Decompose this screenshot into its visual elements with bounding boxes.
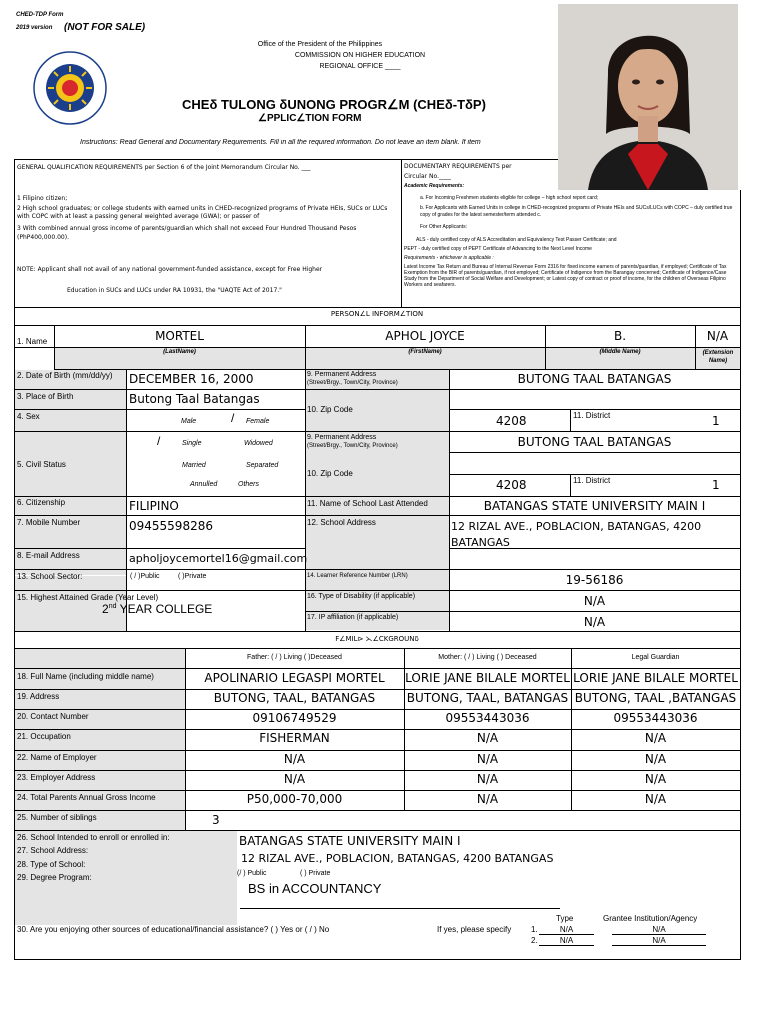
doc-req-a: a. For Incoming Freshmen students eligible for college – high school report card;: [420, 195, 599, 201]
father-field[interactable]: FISHERMAN: [259, 731, 330, 745]
district-field[interactable]: 1: [712, 414, 720, 428]
family-row-label: 18. Full Name (including middle name): [17, 672, 154, 681]
doc-req-req: Requirements - whichever is applicable :: [404, 255, 494, 261]
family-row-label: 23. Employer Address: [17, 773, 96, 782]
school-type-label: 28. Type of School:: [17, 860, 86, 869]
doc-req-als: ALS - duly certified copy of ALS Accreditation and Equivalency Test Passer Certificate; and: [416, 237, 617, 243]
father-header: Father: ( / ) Living ( )Deceased: [247, 654, 342, 661]
intended-school-label: 26. School Intended to enroll or enrolled in:: [17, 833, 170, 842]
school-type-public[interactable]: (/ ) Public: [237, 870, 267, 877]
general-req-item2: 2 High school graduates; or college students with earned units in CHED-recognized programs of Private HEIs, SUCs or LUCs with COPC with at least a passing general weighted average (GWA); or passer of: [17, 205, 388, 220]
family-row-label: 24. Total Parents Annual Gross Income: [17, 793, 156, 802]
mother-field[interactable]: 09553443036: [445, 711, 530, 725]
pob-field[interactable]: Butong Taal Batangas: [129, 392, 260, 406]
doc-req-academic: Academic Requirements:: [404, 183, 465, 189]
mother-field[interactable]: LORIE JANE BILALE MORTEL: [405, 671, 570, 685]
applicant-photo: [558, 4, 738, 190]
father-field[interactable]: P50,000-70,000: [246, 792, 343, 806]
school-last-label: 11. Name of School Last Attended: [307, 499, 428, 508]
assist-line1-agency[interactable]: N/A: [612, 925, 706, 935]
grade-label: 15. Highest Attained Grade (Year Level): [17, 593, 159, 602]
father-field[interactable]: N/A: [283, 752, 306, 766]
type-header: Type: [556, 914, 574, 923]
civil-single-option[interactable]: Single: [182, 440, 202, 447]
assist-line2-num: 2.: [531, 936, 538, 945]
doc-req-heading: DOCUMENTARY REQUIREMENTS per: [404, 163, 512, 170]
mother-field[interactable]: BUTONG, TAAL, BATANGAS: [406, 691, 569, 705]
perm-address2-field[interactable]: BUTONG TAAL BATANGAS: [517, 435, 672, 449]
guardian-field[interactable]: BUTONG, TAAL ,BATANGAS: [574, 691, 737, 705]
doc-req-income: Latest Income Tax Return and Bureau of Internal Revenue Form 2316 for fixed income earners of parents/guardian, if employed; Certificate of Tax Exemption from the BIR of parents/guardian, if not employed; Certificate of Indigence from the Barangay concerned; Certificate of Indigence/Case Study from the Department of Social Welfare and Development; or Latest copy of contract or proof of income, for the children of Overseas Filipino Workers and seafarers.: [404, 264, 727, 288]
family-row-label: 19. Address: [17, 692, 60, 701]
district2-field[interactable]: 1: [712, 478, 720, 492]
middle-name-field[interactable]: B.: [613, 329, 627, 343]
name-label: 1. Name: [17, 337, 48, 346]
civil-mark: /: [157, 434, 161, 448]
perm-address2-label: 9. Permanent Address (Street/Brgy., Town/City, Province): [307, 434, 398, 449]
sex-mark: /: [231, 411, 235, 425]
doc-req-pept: PEPT - duly certified copy of PEPT Certificate of Advancing to the Next Level Income: [404, 246, 592, 252]
lrn-label: 14. Learner Reference Number (LRN): [307, 573, 408, 579]
mother-field[interactable]: N/A: [476, 772, 499, 786]
citizenship-label: 6. Citizenship: [17, 498, 66, 507]
pob-label: 3. Place of Birth: [17, 392, 74, 401]
last-name-field[interactable]: MORTEL: [155, 329, 204, 343]
civil-others-option[interactable]: Others: [238, 481, 260, 488]
grade-field[interactable]: 2nd YEAR COLLEGE: [102, 602, 213, 616]
assist-line2-agency[interactable]: N/A: [612, 936, 706, 946]
personal-section-title: PERSON∠L INFORM∠TION: [330, 310, 424, 318]
father-field[interactable]: BUTONG, TAAL, BATANGAS: [213, 691, 376, 705]
civil-widowed-option[interactable]: Widowed: [244, 440, 273, 447]
school-type-private[interactable]: ( ) Private: [300, 870, 331, 877]
perm-address-field[interactable]: BUTONG TAAL BATANGAS: [517, 372, 672, 386]
guardian-field[interactable]: N/A: [644, 772, 667, 786]
mother-field[interactable]: N/A: [476, 752, 499, 766]
form-code: CHED-TDP Form: [16, 12, 64, 18]
lrn-field[interactable]: 19-56186: [565, 573, 624, 587]
assistance-label: 30. Are you enjoying other sources of educational/financial assistance? ( ) Yes or ( / ) No: [17, 925, 330, 934]
mobile-label: 7. Mobile Number: [17, 518, 81, 527]
school-last-field[interactable]: BATANGAS STATE UNIVERSITY MAIN I: [483, 499, 706, 513]
district-label: 11. District: [573, 411, 611, 420]
guardian-field[interactable]: LORIE JANE BILALE MORTEL: [573, 671, 738, 685]
family-section-title: F∠MIL⊳ ⋋∠CKGROUNδ: [335, 635, 419, 643]
middle-name-label: (Middle Name): [599, 349, 641, 355]
assist-line1-type[interactable]: N/A: [539, 925, 594, 935]
father-field[interactable]: N/A: [283, 772, 306, 786]
last-name-label: (LastName): [163, 349, 196, 355]
mobile-field[interactable]: 09455598286: [129, 519, 213, 533]
general-req-note2: Education in SUCs and LUCs under RA 10931, the "UAQTE Act of 2017.": [67, 287, 282, 294]
ched-seal: [32, 50, 108, 126]
disability-field[interactable]: N/A: [583, 594, 606, 608]
guardian-field[interactable]: 09553443036: [613, 711, 698, 725]
sector-public-option[interactable]: ( / )Public: [130, 573, 160, 580]
general-req-item3: 3 With combined annual gross income of parents/guardian which shall not exceed Four Hundred Thousand Pesos (PhP400,000.00).: [17, 225, 357, 241]
doc-req-other: For Other Applicants:: [420, 224, 467, 230]
form-subtitle: ∠PPLIC∠TION FORM: [258, 113, 362, 124]
guardian-field[interactable]: N/A: [644, 731, 667, 745]
civil-annulled-option[interactable]: Annulled: [190, 481, 218, 488]
if-yes-label: If yes, please specify: [437, 925, 512, 934]
zip2-field[interactable]: 4208: [496, 478, 527, 492]
school-address-label: 12. School Address: [307, 518, 376, 527]
district2-label: 11. District: [573, 476, 611, 485]
regional-line: REGIONAL OFFICE ____: [319, 63, 401, 70]
dob-field[interactable]: DECEMBER 16, 2000: [129, 372, 254, 386]
instructions: Instructions: Read General and Documentary Requirements. Fill in all the required information. Do not leave an item blank. If item: [80, 139, 481, 146]
father-field[interactable]: APOLINARIO LEGASPI MORTEL: [204, 671, 385, 685]
guardian-field[interactable]: N/A: [644, 792, 667, 806]
first-name-label: (FirstName): [408, 349, 442, 355]
doc-req-circular: Circular No.____: [404, 173, 451, 180]
intended-school-field[interactable]: BATANGAS STATE UNIVERSITY MAIN I: [239, 834, 461, 848]
mother-field[interactable]: N/A: [476, 792, 499, 806]
email-label: 8. E-mail Address: [17, 551, 80, 560]
general-req-note: NOTE: Applicant shall not avail of any national government-funded assistance, except for Free Higher: [17, 266, 323, 273]
zip-label: 10. Zip Code: [307, 405, 353, 414]
father-field[interactable]: 09106749529: [252, 711, 337, 725]
mother-header: Mother: ( / ) Living ( ) Deceased: [438, 654, 537, 661]
mother-field[interactable]: N/A: [476, 731, 499, 745]
family-row-label: 22. Name of Employer: [17, 753, 97, 762]
perm-address-label: 9. Permanent Address (Street/Brgy., Town/City, Province): [307, 371, 398, 386]
civil-status-label: 5. Civil Status: [17, 460, 66, 469]
sex-male-option[interactable]: Male: [181, 418, 197, 425]
degree-field[interactable]: BS in ACCOUNTANCY: [248, 881, 382, 896]
siblings-label: 25. Number of siblings: [17, 813, 97, 822]
school-address2-field[interactable]: 12 RIZAL AVE., POBLACION, BATANGAS, 4200 BATANGAS: [241, 852, 554, 865]
form-version: 2019 version: [16, 25, 53, 31]
dob-label: 2. Date of Birth (mm/dd/yy): [17, 371, 113, 380]
school-address2-label: 27. School Address:: [17, 846, 89, 855]
not-for-sale: (NOT FOR SALE): [64, 22, 146, 33]
family-row-label: 20. Contact Number: [17, 712, 89, 721]
family-row-label: 21. Occupation: [17, 732, 71, 741]
sector-private-option[interactable]: ( )Private: [178, 573, 207, 580]
ip-field[interactable]: N/A: [583, 615, 606, 629]
siblings-field[interactable]: 3: [212, 813, 220, 827]
first-name-field[interactable]: APHOL JOYCE: [385, 329, 465, 343]
sex-female-option[interactable]: Female: [246, 418, 270, 425]
grantee-header: Grantee Institution/Agency: [603, 914, 698, 923]
civil-married-option[interactable]: Married: [182, 462, 206, 469]
disability-label: 16. Type of Disability (if applicable): [307, 593, 416, 600]
general-req-item1: 1 Filipino citizen;: [17, 195, 68, 202]
extension-field[interactable]: N/A: [706, 329, 729, 343]
ip-label: 17. IP affiliation (if applicable): [307, 614, 399, 621]
sector-label: 13. School Sector:: [17, 572, 83, 581]
civil-separated-option[interactable]: Separated: [246, 462, 279, 469]
general-req-heading: GENERAL QUALIFICATION REQUIREMENTS per Section 6 of the Joint Memorandum Circular No. ___: [17, 164, 311, 171]
assist-line2-type[interactable]: N/A: [539, 936, 594, 946]
email-field[interactable]: apholjoycemortel16@gmail.com: [129, 552, 308, 565]
sex-label: 4. Sex: [17, 412, 40, 421]
form-title: CHEδ TULONG δUNONG PROGR∠M (CHEδ-TδP): [182, 97, 486, 112]
zip2-label: 10. Zip Code: [307, 469, 353, 478]
school-address-field[interactable]: 12 RIZAL AVE., POBLACION, BATANGAS, 4200 BATANGAS: [451, 520, 702, 549]
office-line: Office of the President of the Philippines: [257, 41, 383, 48]
guardian-field[interactable]: N/A: [644, 752, 667, 766]
citizenship-field[interactable]: FILIPINO: [129, 499, 179, 513]
zip-field[interactable]: 4208: [496, 414, 527, 428]
commission-line: COMMISSION ON HIGHER EDUCATION: [294, 52, 426, 59]
degree-label: 29. Degree Program:: [17, 873, 92, 882]
doc-req-b: b. For Applicants with Earned Units in college in CHED-recognized programs of Private HEIs and SUCs/LUCs with COPC – duly certified true copy of grades for the latest semester/term attended c.: [420, 205, 733, 218]
extension-label: (Extension Name): [702, 350, 734, 364]
guardian-header: Legal Guardian: [631, 654, 680, 661]
assist-line1-num: 1.: [531, 925, 538, 934]
